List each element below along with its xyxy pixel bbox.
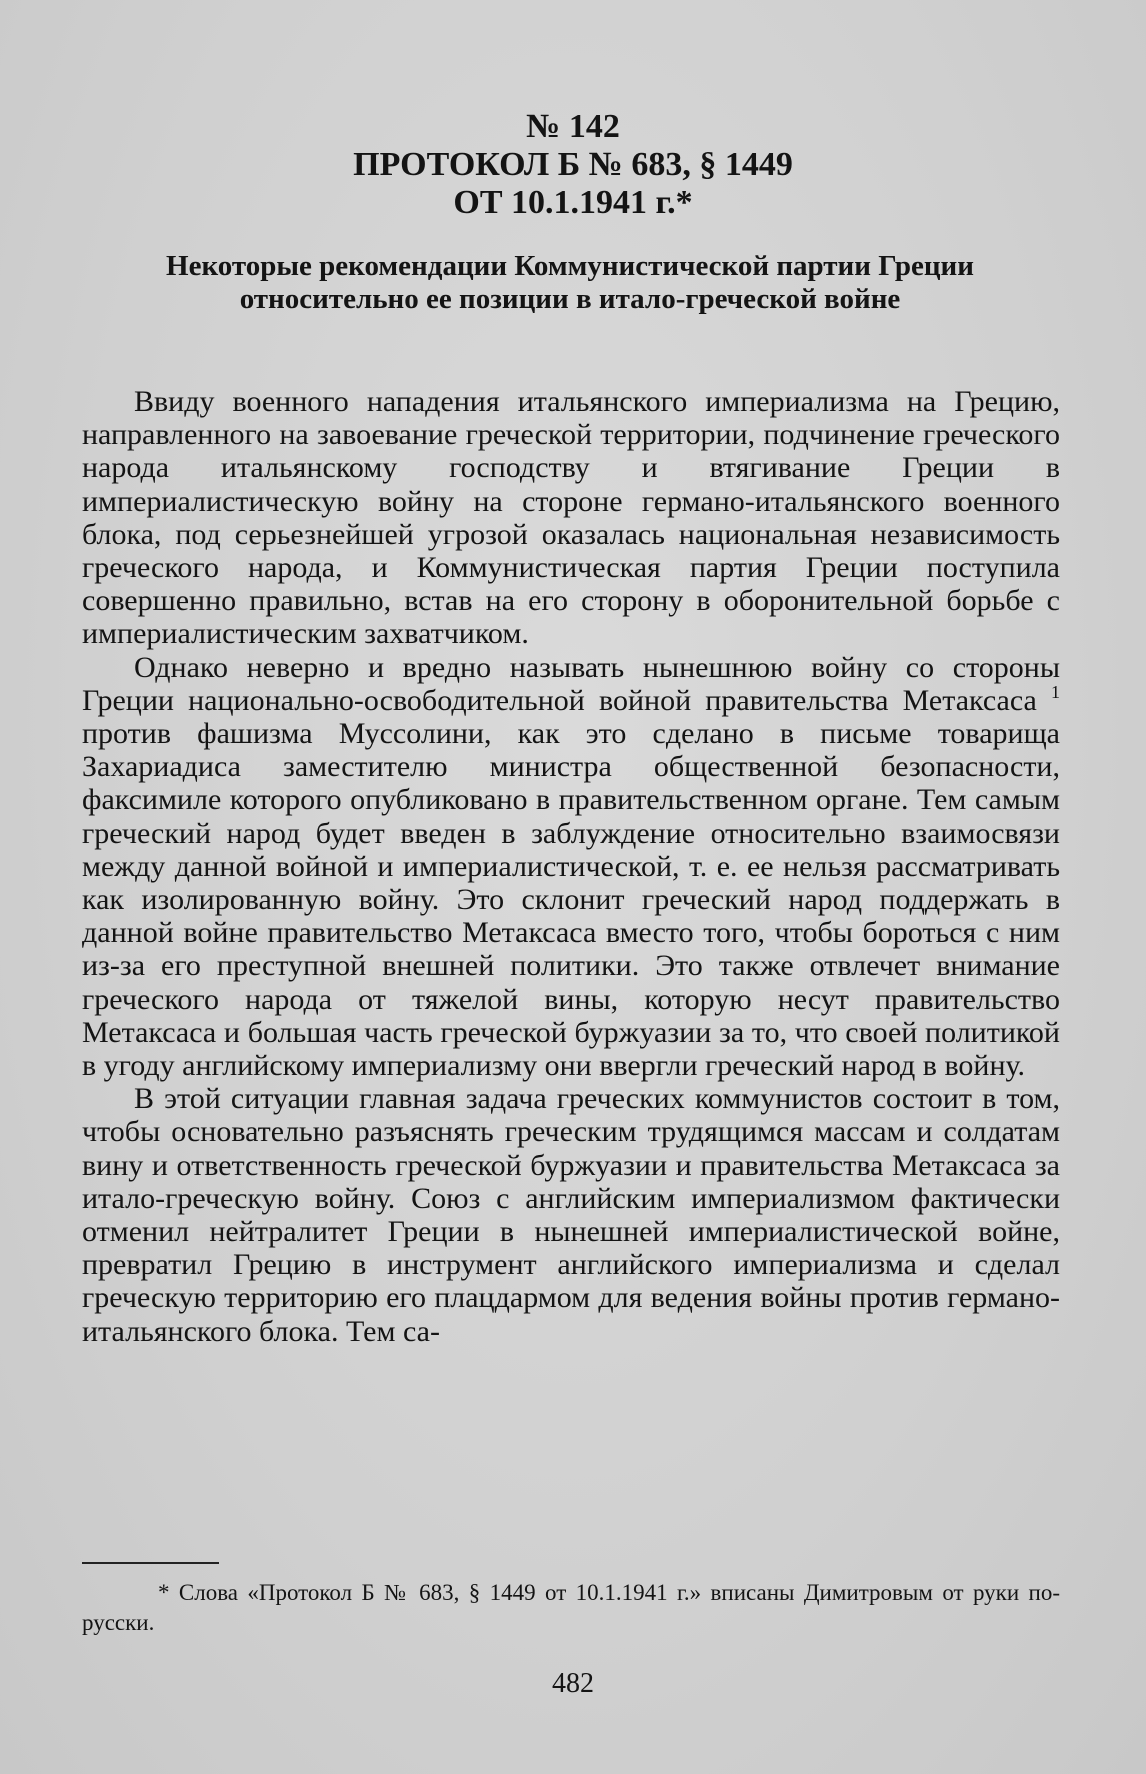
footnote-reference-1: 1 bbox=[1051, 681, 1061, 702]
protocol-title: ПРОТОКОЛ Б № 683, § 1449 bbox=[353, 146, 793, 183]
document-subtitle: Некоторые рекомендации Коммунистической партии Греции относительно ее позиции в итало-греческой войне bbox=[166, 250, 974, 315]
protocol-date: ОТ 10.1.1941 г.* bbox=[453, 184, 693, 221]
paragraph-2-part-1: Однако неверно и вредно называть нынешнюю войну со стороны Греции национально-освободительной войной правительства Метаксаса bbox=[82, 650, 1060, 717]
footnote bbox=[82, 1578, 1060, 1638]
document-number: № 142 bbox=[526, 108, 620, 145]
document-body bbox=[82, 385, 1060, 1348]
document-header bbox=[0, 108, 1146, 222]
footnote-divider bbox=[82, 1562, 219, 1564]
paragraph-2-part-2: против фашизма Муссолини, как это сделано в письме товарища Захариадиса заместителю министра общественной безопасности, факсимиле которого опубликовано в правительственном органе. Тем самым греческий народ будет введен в заблуждение относительно взаимосвязи между данной войной и империалистической, т. е. ее нельзя рассматривать как изолированную войну. Это склонит греческий народ поддержать в данной войне правительство Метаксаса вместо того, чтобы бороться с ним из-за его преступной внешней политики. Это также отвлечет внимание греческого народа от тяжелой вины, которую несут правительство Метаксаса и большая часть греческой буржуазии за то, что своей политикой в угоду английскому империализму они ввергли греческий народ в войну. bbox=[82, 717, 1060, 1083]
paragraph-2 bbox=[82, 651, 1060, 1083]
page-number: 482 bbox=[552, 1668, 594, 1699]
paragraph-1: Ввиду военного нападения итальянского империализма на Грецию, направленного на завоевание греческой территории, подчинение греческого народа итальянскому господству и втягивание Греции в империалистическую войну на стороне германо-итальянского военного блока, под серьезнейшей угрозой оказалась национальная независимость греческого народа, и Коммунистическая партия Греции поступила совершенно правильно, встав на его сторону в оборонительной борьбе с империалистическим захватчиком. bbox=[82, 385, 1060, 651]
paragraph-3: В этой ситуации главная задача греческих коммунистов состоит в том, чтобы основательно разъяснять греческим трудящимся массам и солдатам вину и ответственность греческой буржуазии и правительства Метаксаса за итало-греческую войну. Союз с английским империализмом фактически отменил нейтралитет Греции в нынешней империалистической войне, превратил Грецию в инструмент английского империализма и сделал греческую территорию его плацдармом для ведения войны против германо-итальянского блока. Тем са- bbox=[82, 1082, 1060, 1348]
footnote-text: * Слова «Протокол Б № 683, § 1449 от 10.1.1941 г.» вписаны Димитровым от руки по-русски. bbox=[82, 1580, 1060, 1635]
